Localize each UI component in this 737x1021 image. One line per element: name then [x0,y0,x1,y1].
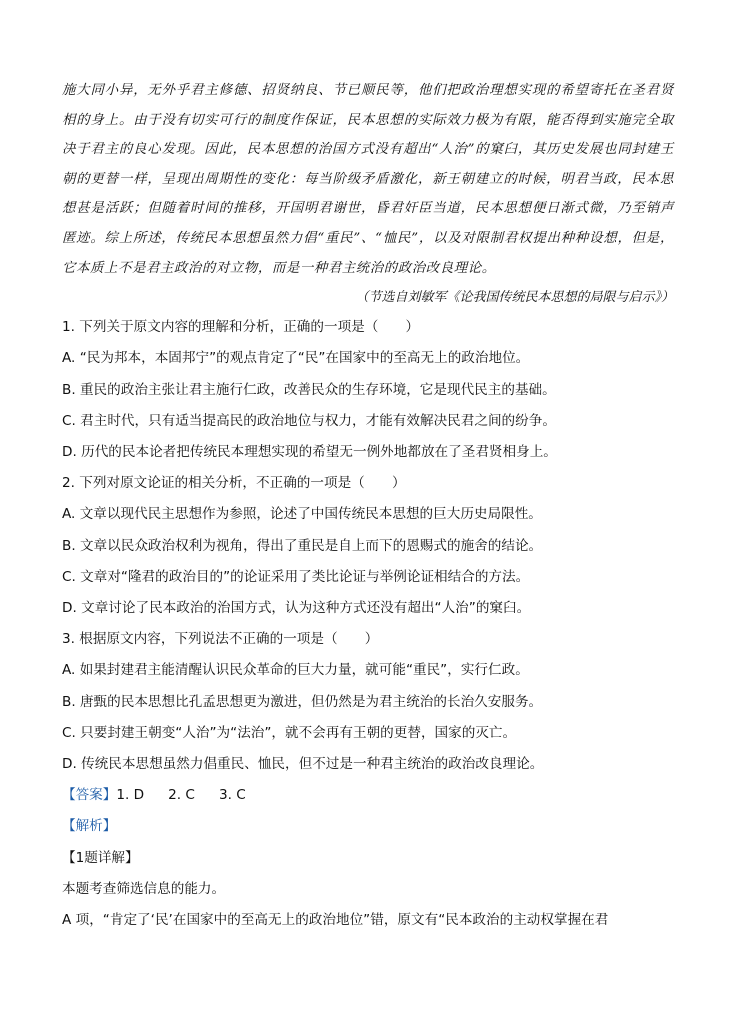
answer-item: 3. C [218,787,246,804]
option-c: C. 文章对“隆君的政治目的”的论证采用了类比论证与举例论证相结合的方法。 [62,568,530,585]
question-stem: 3. 根据原文内容，下列说法不正确的一项是（ ） [62,631,379,648]
document-page [62,76,674,936]
option-c: C. 君主时代，只有适当提高民的政治地位与权力，才能有效解决民君之间的纷争。 [62,412,556,429]
question-1 [62,312,674,468]
answer-line [62,780,674,811]
option-b: B. 唐甄的民本思想比孔孟思想更为激进，但仍然是为君主统治的长治久安服务。 [62,693,543,710]
question-2 [62,468,674,624]
option-b: B. 重民的政治主张让君主施行仁政，改善民众的生存环境，它是现代民主的基础。 [62,381,556,398]
question-3 [62,624,674,780]
analysis-label: 【解析】 [62,818,117,835]
option-d: D. 文章讨论了民本政治的治国方式，认为这种方式还没有超出“人治”的窠臼。 [62,599,531,616]
option-c: C. 只要封建王朝变“人治”为“法治”，就不会再有王朝的更替，国家的灭亡。 [62,724,517,741]
option-a: A. “民为邦本，本固邦宁”的观点肯定了“民”在国家中的至高无上的政治地位。 [62,350,530,367]
option-b: B. 文章以民众政治权利为视角，得出了重民是自上而下的恩赐式的施舍的结论。 [62,537,543,554]
analysis-first-line: A 项，“肯定了‘民’在国家中的至高无上的政治地位”错，原文有“民本政治的主动权掌握在君 [62,912,609,929]
answer-item: 1. D [116,787,145,804]
answer-item: 2. C [168,787,195,804]
option-d: D. 历代的民本论者把传统民本理想实现的希望无一例外地都放在了圣君贤相身上。 [62,443,557,460]
question-stem: 2. 下列对原文论证的相关分析，不正确的一项是（ ） [62,475,406,492]
analysis-intro: 本题考查筛选信息的能力。 [62,880,226,897]
question-stem: 1. 下列关于原文内容的理解和分析，正确的一项是（ ） [62,319,420,336]
passage-source: （节选自刘敏军《论我国传统民本思想的局限与启示》） [355,290,674,306]
answer-label: 【答案】 [62,787,117,804]
option-d: D. 传统民本思想虽然力倡重民、恤民，但不过是一种君主统治的政治改良理论。 [62,756,544,772]
passage-text: 施大同小异，无外乎君主修德、招贤纳良、节已顺民等，他们把政治理想实现的希望寄托在圣君贤相的身上。由于没有切实可行的制度作保证，民本思想的实际效力极为有限，能否得到实施完全取决于君主的良心发现。因此，民本思想的治国方式没有超出“人治”的窠臼，其历史发展也同封建王朝的更替一样，呈现出周期性的变化：每当阶级矛盾激化，新王朝建立的时候，明君当政，民本思想甚是活跃；但随着时间的推移，开国明君谢世，昏君奸臣当道，民本思想便日渐式微，乃至销声匿迹。综上所述，传统民本思想虽然力倡“重民”、“恤民”，以及对限制君权提出种种设想，但是，它本质上不是君主政治的对立物，而是一种君主统治的政治改良理论。 [62,83,674,276]
analysis-detail-title: 【1题详解】 [62,849,139,866]
option-a: A. 文章以现代民主思想作为参照，论述了中国传统民本思想的巨大历史局限性。 [62,506,542,523]
option-a: A. 如果封建君主能清醒认识民众革命的巨大力量，就可能“重民”，实行仁政。 [62,662,529,679]
